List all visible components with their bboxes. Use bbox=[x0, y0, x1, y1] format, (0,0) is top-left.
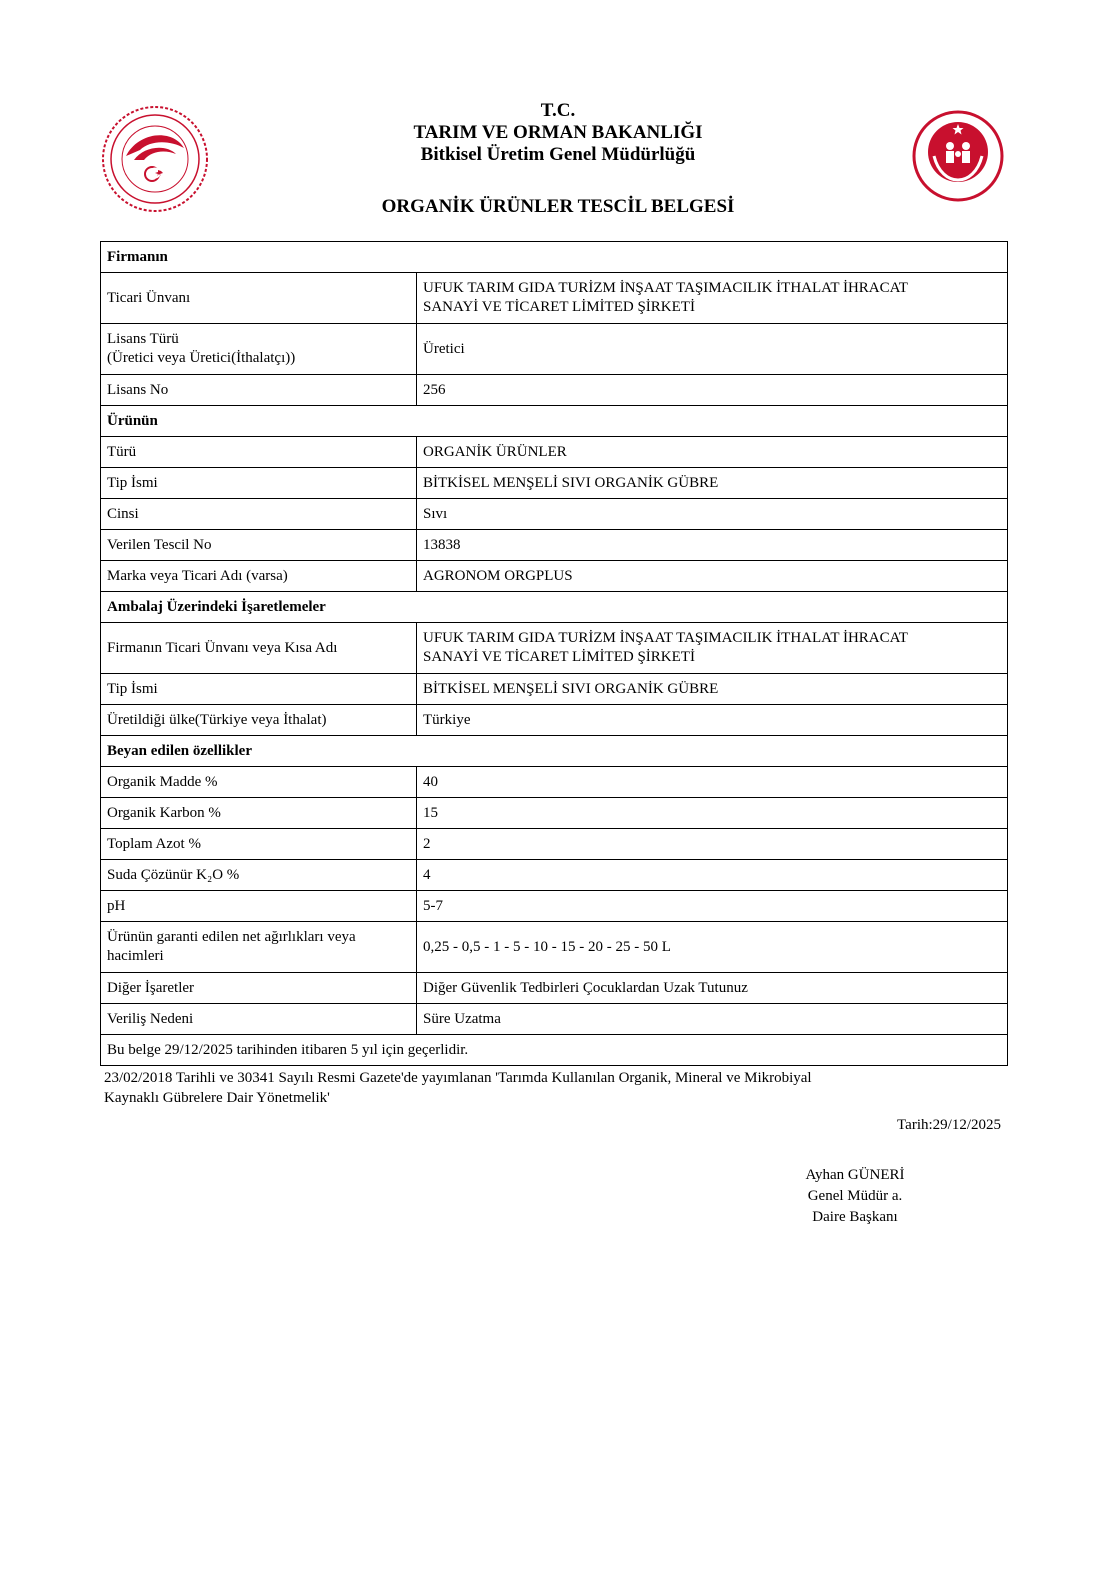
row-label: Tip İsmi bbox=[101, 674, 417, 705]
reference-line: 23/02/2018 Tarihli ve 30341 Sayılı Resmi Gazete'de yayımlanan 'Tarımda Kullanılan Organik, Mineral ve Mikrobiyal bbox=[104, 1070, 812, 1086]
validity-statement: Bu belge 29/12/2025 tarihinden itibaren 5 yıl için geçerlidir. bbox=[101, 1035, 1008, 1066]
value-line: SANAYİ VE TİCARET LİMİTED ŞİRKETİ bbox=[423, 299, 695, 315]
header-directorate: Bitkisel Üretim Genel Müdürlüğü bbox=[420, 144, 696, 165]
label-line: Ürünün garanti edilen net ağırlıkları veya bbox=[107, 929, 356, 945]
row-label: Suda Çözünür K₂O % bbox=[101, 860, 417, 891]
regulation-reference bbox=[104, 1068, 964, 1108]
document-header bbox=[0, 100, 1116, 166]
row-value: 40 bbox=[417, 767, 1008, 798]
row-value: ORGANİK ÜRÜNLER bbox=[417, 437, 1008, 468]
row-label: pH bbox=[101, 891, 417, 922]
row-label bbox=[101, 922, 417, 973]
row-label: Diğer İşaretler bbox=[101, 973, 417, 1004]
section-heading-firma: Firmanın bbox=[101, 242, 1008, 273]
row-value: AGRONOM ORGPLUS bbox=[417, 561, 1008, 592]
row-value: Üretici bbox=[417, 324, 1008, 375]
signature-block bbox=[780, 1165, 930, 1228]
row-label: Marka veya Ticari Adı (varsa) bbox=[101, 561, 417, 592]
certificate-table bbox=[100, 241, 1008, 1066]
row-value: 13838 bbox=[417, 530, 1008, 561]
value-line: SANAYİ VE TİCARET LİMİTED ŞİRKETİ bbox=[423, 649, 695, 665]
row-label: Veriliş Nedeni bbox=[101, 1004, 417, 1035]
row-label: Türü bbox=[101, 437, 417, 468]
row-value: 2 bbox=[417, 829, 1008, 860]
row-value bbox=[417, 273, 1008, 324]
row-label: Ticari Ünvanı bbox=[101, 273, 417, 324]
signatory-title: Daire Başkanı bbox=[812, 1209, 898, 1225]
row-value: Sıvı bbox=[417, 499, 1008, 530]
label-line: Lisans Türü bbox=[107, 331, 179, 347]
row-value: BİTKİSEL MENŞELİ SIVI ORGANİK GÜBRE bbox=[417, 674, 1008, 705]
row-label: Organik Karbon % bbox=[101, 798, 417, 829]
issue-date: Tarih:29/12/2025 bbox=[897, 1117, 1001, 1133]
label-line: hacimleri bbox=[107, 948, 164, 964]
row-value: Süre Uzatma bbox=[417, 1004, 1008, 1035]
row-label: Cinsi bbox=[101, 499, 417, 530]
section-heading-beyan: Beyan edilen özellikler bbox=[101, 736, 1008, 767]
row-label: Tip İsmi bbox=[101, 468, 417, 499]
row-value: 5-7 bbox=[417, 891, 1008, 922]
header-ministry: TARIM VE ORMAN BAKANLIĞI bbox=[413, 122, 703, 143]
header-tc: T.C. bbox=[540, 100, 576, 121]
row-value: 0,25 - 0,5 - 1 - 5 - 10 - 15 - 20 - 25 - 50 L bbox=[417, 922, 1008, 973]
label-line: (Üretici veya Üretici(İthalatçı)) bbox=[107, 350, 296, 366]
signatory-name: Ayhan GÜNERİ bbox=[805, 1167, 905, 1183]
row-value bbox=[417, 623, 1008, 674]
row-label: Verilen Tescil No bbox=[101, 530, 417, 561]
value-line: UFUK TARIM GIDA TURİZM İNŞAAT TAŞIMACILIK İTHALAT İHRACAT bbox=[423, 630, 908, 646]
row-value: 256 bbox=[417, 375, 1008, 406]
section-heading-ambalaj: Ambalaj Üzerindeki İşaretlemeler bbox=[101, 592, 1008, 623]
value-line: UFUK TARIM GIDA TURİZM İNŞAAT TAŞIMACILIK İTHALAT İHRACAT bbox=[423, 280, 908, 296]
row-value: 4 bbox=[417, 860, 1008, 891]
row-label: Organik Madde % bbox=[101, 767, 417, 798]
row-value: Diğer Güvenlik Tedbirleri Çocuklardan Uzak Tutunuz bbox=[417, 973, 1008, 1004]
row-value: 15 bbox=[417, 798, 1008, 829]
document-title: ORGANİK ÜRÜNLER TESCİL BELGESİ bbox=[381, 196, 735, 217]
row-label: Firmanın Ticari Ünvanı veya Kısa Adı bbox=[101, 623, 417, 674]
section-heading-urun: Ürünün bbox=[101, 406, 1008, 437]
row-label: Lisans No bbox=[101, 375, 417, 406]
row-value: BİTKİSEL MENŞELİ SIVI ORGANİK GÜBRE bbox=[417, 468, 1008, 499]
row-value: Türkiye bbox=[417, 705, 1008, 736]
row-label bbox=[101, 324, 417, 375]
signatory-title: Genel Müdür a. bbox=[807, 1188, 903, 1204]
reference-line: Kaynaklı Gübrelere Dair Yönetmelik' bbox=[104, 1090, 330, 1106]
row-label: Üretildiği ülke(Türkiye veya İthalat) bbox=[101, 705, 417, 736]
row-label: Toplam Azot % bbox=[101, 829, 417, 860]
